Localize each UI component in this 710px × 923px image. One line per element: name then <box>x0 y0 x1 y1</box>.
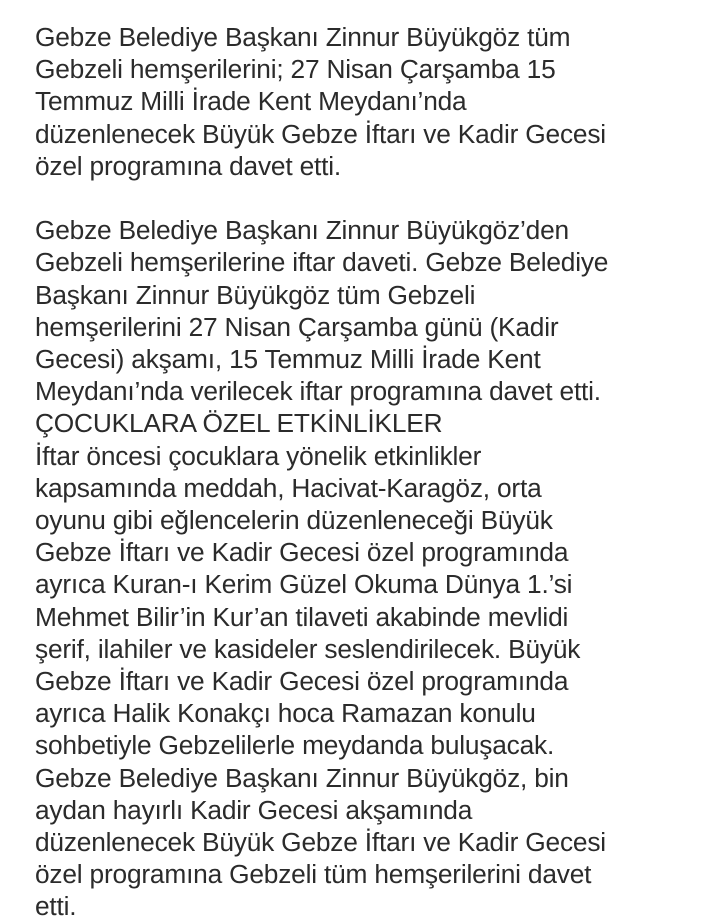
text-line: Gebze Belediye Başkanı Zinnur Büyükgöz’den <box>35 215 569 246</box>
text-line: oyunu gibi eğlencelerin düzenleneceği Büyük <box>35 505 553 536</box>
text-line: hemşerilerini 27 Nisan Çarşamba günü (Kadir <box>35 311 559 342</box>
article-text <box>35 21 703 923</box>
text-line: özel programına Gebzeli tüm hemşerilerini davet <box>35 859 592 890</box>
text-line: İftar öncesi çocuklara yönelik etkinlikler <box>35 440 482 471</box>
text-line: Gebze Belediye Başkanı Zinnur Büyükgöz tüm <box>35 22 571 52</box>
text-line: kapsamında meddah, Hacivat-Karagöz, orta <box>35 472 542 503</box>
text-line: Başkanı Zinnur Büyükgöz tüm Gebzeli <box>35 279 476 310</box>
body-paragraph <box>35 214 703 922</box>
paragraph-gap <box>35 182 703 214</box>
text-line: Gebzeli hemşerilerine iftar daveti. Gebze Belediye <box>35 247 609 278</box>
text-line: Gecesi) akşamı, 15 Temmuz Milli İrade Kent <box>35 344 541 375</box>
text-line: Gebzeli hemşerilerini; 27 Nisan Çarşamba 15 <box>35 54 556 85</box>
text-line: ayrıca Kuran-ı Kerim Güzel Okuma Dünya 1.’si <box>35 569 573 600</box>
text-line: Gebze İftarı ve Kadir Gecesi özel programında <box>35 537 569 568</box>
text-line: etti. <box>35 891 77 922</box>
text-line: Gebze İftarı ve Kadir Gecesi özel programında <box>35 666 569 697</box>
text-line: şerif, ilahiler ve kasideler seslendirilecek. Büyük <box>35 633 581 664</box>
text-line: düzenlenecek Büyük Gebze İftarı ve Kadir Gecesi <box>35 827 606 858</box>
text-line: sohbetiyle Gebzelilerle meydanda buluşacak. <box>35 730 555 761</box>
intro-paragraph <box>35 21 703 182</box>
text-line: Gebze Belediye Başkanı Zinnur Büyükgöz, bin <box>35 762 569 793</box>
text-line: düzenlenecek Büyük Gebze İftarı ve Kadir Gecesi <box>35 118 606 149</box>
section-heading: ÇOCUKLARA ÖZEL ETKİNLİKLER <box>35 408 443 439</box>
text-line: Temmuz Milli İrade Kent Meydanı’nda <box>35 86 467 117</box>
text-line: Meydanı’nda verilecek iftar programına davet etti. <box>35 376 601 407</box>
text-line: aydan hayırlı Kadir Gecesi akşamında <box>35 794 473 825</box>
text-line: özel programına davet etti. <box>35 150 341 181</box>
text-line: Mehmet Bilir’in Kur’an tilaveti akabinde mevlidi <box>35 601 569 632</box>
text-line: ayrıca Halik Konakçı hoca Ramazan konulu <box>35 698 536 729</box>
